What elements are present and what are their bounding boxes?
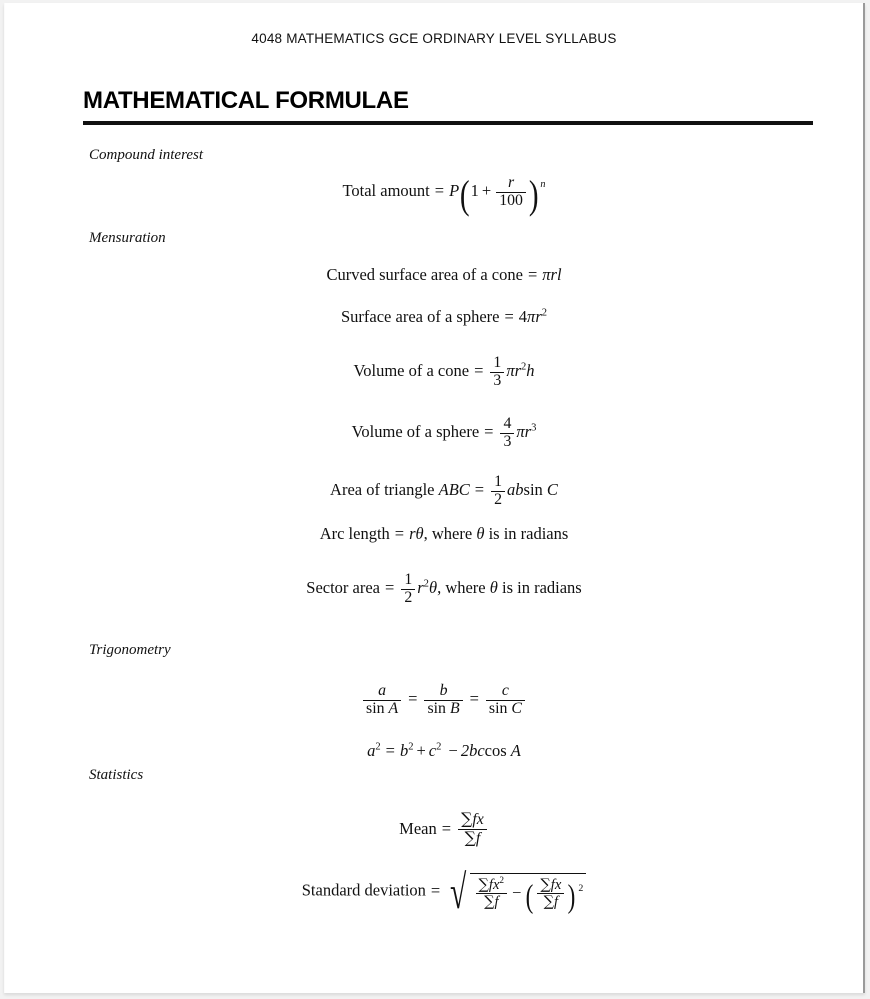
fraction-denominator [476,893,508,910]
formula-lhs: Area of triangle [330,480,435,500]
variable-f: f [475,829,481,847]
equals-sign: = [484,422,494,442]
variables-fx: fx [488,877,500,893]
running-header: 4048 MATHEMATICS GCE ORDINARY LEVEL SYLLABUS [251,31,617,46]
plus-sign: + [416,741,426,760]
paren-open: ( [460,172,470,218]
fraction-numerator: 1 [404,571,413,588]
formula-triangle-area [5,474,863,508]
variable-f: f [494,894,499,911]
exponent-2: 2 [578,882,584,894]
equals-sign: = [385,741,395,760]
fraction-denominator [363,700,401,718]
equals-sign: = [474,480,485,500]
equals-sign: = [430,880,441,900]
formula-sector-area [5,572,863,606]
fraction-one-third [490,355,504,389]
fraction-numerator: r [507,174,515,191]
where-text: where [445,578,486,598]
exponent-2: 2 [541,307,548,319]
formula-sine-rule [5,683,863,717]
fraction-denominator [424,700,462,718]
exponent-2: 2 [436,741,442,753]
fraction-numerator: 1 [494,473,503,490]
summation-symbol: ∑ [464,827,476,847]
pi-symbol: π [527,307,536,326]
variables-ab: ab [507,480,524,500]
theta-symbol: θ [428,578,438,598]
term-one: 1 [470,181,479,201]
summation-symbol: ∑ [484,893,495,911]
variable-h: h [526,361,535,381]
variable-c: c [428,741,437,760]
equals-sign: = [504,307,514,326]
formula-lhs: Curved surface area of a cone [326,265,523,284]
theta-symbol: θ [489,578,498,598]
variable-r: r [409,524,416,543]
variable-r: r [535,307,542,326]
variable-r: r [524,422,532,442]
fraction-denominator: 100 [496,192,526,210]
radicand [470,873,587,915]
fraction-numerator: 1 [493,354,502,371]
exponent-2: 2 [423,578,429,590]
fraction-denominator: 3 [490,372,504,390]
summation-symbol: ∑ [461,809,473,828]
formula-lhs: Sector area [306,578,381,598]
equals-sign: = [474,361,484,381]
comma: , [437,578,442,598]
sin-function: sin [488,699,508,717]
document-page [4,3,865,993]
formula-lhs: Total amount [342,181,430,201]
variables-fx: fx [472,811,484,828]
summation-symbol: ∑ [478,876,489,893]
formula-lhs: Volume of a sphere [351,422,480,442]
formula-standard-deviation [5,866,863,920]
variables-rl: rl [550,265,562,284]
formula-mean [5,811,863,847]
theta-symbol: θ [476,524,485,543]
fraction-numerator: 4 [503,415,512,432]
formula-cone-volume [5,355,863,389]
formula-compound-interest [5,172,863,218]
equals-sign: = [441,819,452,839]
fraction-one-half [491,474,505,508]
paren-open: ( [526,878,534,915]
summation-symbol: ∑ [540,876,551,893]
sin-function: sin [427,699,446,717]
title-block [83,88,813,125]
exponent-3: 3 [531,422,537,434]
term-2bc: 2bc [460,741,485,760]
fraction-numerator [458,811,487,829]
equals-sign: = [394,524,405,543]
angle-c: C [511,699,522,717]
exponent-n: n [540,178,546,190]
radians-text: is in radians [488,524,569,543]
fraction-a-over-sinA [363,683,401,717]
plus-sign: + [481,181,492,201]
page-title: MATHEMATICAL FORMULAE [83,87,409,114]
section-label-compound-interest: Compound interest [89,147,204,163]
formula-lhs: Volume of a cone [353,361,470,381]
equals-sign: = [385,578,395,598]
fraction-denominator [486,700,525,718]
fraction-numerator [537,877,564,893]
variable-f: f [554,894,559,911]
fraction-r-over-100 [496,175,526,209]
formula-lhs: Standard deviation [301,880,426,900]
variable-p: P [449,181,460,201]
coefficient-4: 4 [518,307,528,326]
variable-b: b [399,741,409,760]
square-root [445,866,586,920]
fraction-four-thirds [500,416,514,450]
fraction-sum-fx-over-sum-f [458,811,487,847]
section-label-statistics: Statistics [89,767,144,783]
radical-sign: √ [450,866,467,920]
angle-a: A [388,699,399,717]
fraction-sum-fx2-over-sum-f [476,877,508,911]
fraction-one-half [401,572,415,606]
formula-lhs: Surface area of a sphere [340,307,500,326]
formula-sphere-volume [5,416,863,450]
paren-close: ) [528,172,539,218]
variables-fx: fx [550,877,562,893]
formula-lhs: Mean [399,819,437,839]
theta-symbol: θ [415,524,424,543]
pi-symbol: π [516,422,525,442]
comma: , [423,524,428,543]
fraction-denominator: 2 [401,589,415,607]
where-text: where [431,524,473,543]
exponent-2: 2 [521,361,527,373]
fraction-numerator [476,877,508,893]
fraction-numerator: b [439,682,448,699]
paren-close: ) [567,878,576,915]
pi-symbol: π [542,265,551,284]
formula-sphere-surface-area [5,309,863,326]
variable-a: a [367,741,376,760]
equals-sign: = [408,689,418,709]
pi-symbol: π [506,361,515,381]
fraction-numerator: c [501,682,509,699]
fraction-b-over-sinB [424,683,462,717]
angle-b: B [449,699,460,717]
angle-c: C [546,480,558,500]
equals-sign: = [434,181,445,201]
cos-function: cos [484,741,507,760]
equals-sign: = [527,265,538,284]
formula-arc-length [5,526,863,543]
fraction-denominator [458,829,487,848]
exponent-2: 2 [408,741,414,753]
minus-sign: − [448,741,458,760]
sin-function: sin [523,480,543,500]
section-label-mensuration: Mensuration [89,230,166,246]
sin-function: sin [366,699,385,717]
fraction-numerator: a [378,682,387,699]
fraction-denominator [537,893,564,910]
formula-cone-curved-surface-area [5,267,863,284]
fraction-sum-fx-over-sum-f [537,877,564,911]
radians-text: is in radians [501,578,582,598]
fraction-denominator: 3 [500,433,514,451]
variable-r: r [514,361,522,381]
fraction-c-over-sinC [486,683,525,717]
minus-sign: − [512,883,522,903]
variable-r: r [417,578,424,598]
exponent-2: 2 [375,741,381,753]
exponent-2: 2 [499,876,505,887]
fraction-denominator: 2 [491,491,505,509]
equals-sign: = [469,689,479,709]
title-rule [83,121,813,125]
formula-lhs: Arc length [319,524,390,543]
summation-symbol: ∑ [543,893,555,911]
formula-cosine-rule [5,743,863,760]
section-label-trigonometry: Trigonometry [89,642,171,658]
angle-a: A [510,741,521,760]
triangle-vertices: ABC [438,480,470,500]
